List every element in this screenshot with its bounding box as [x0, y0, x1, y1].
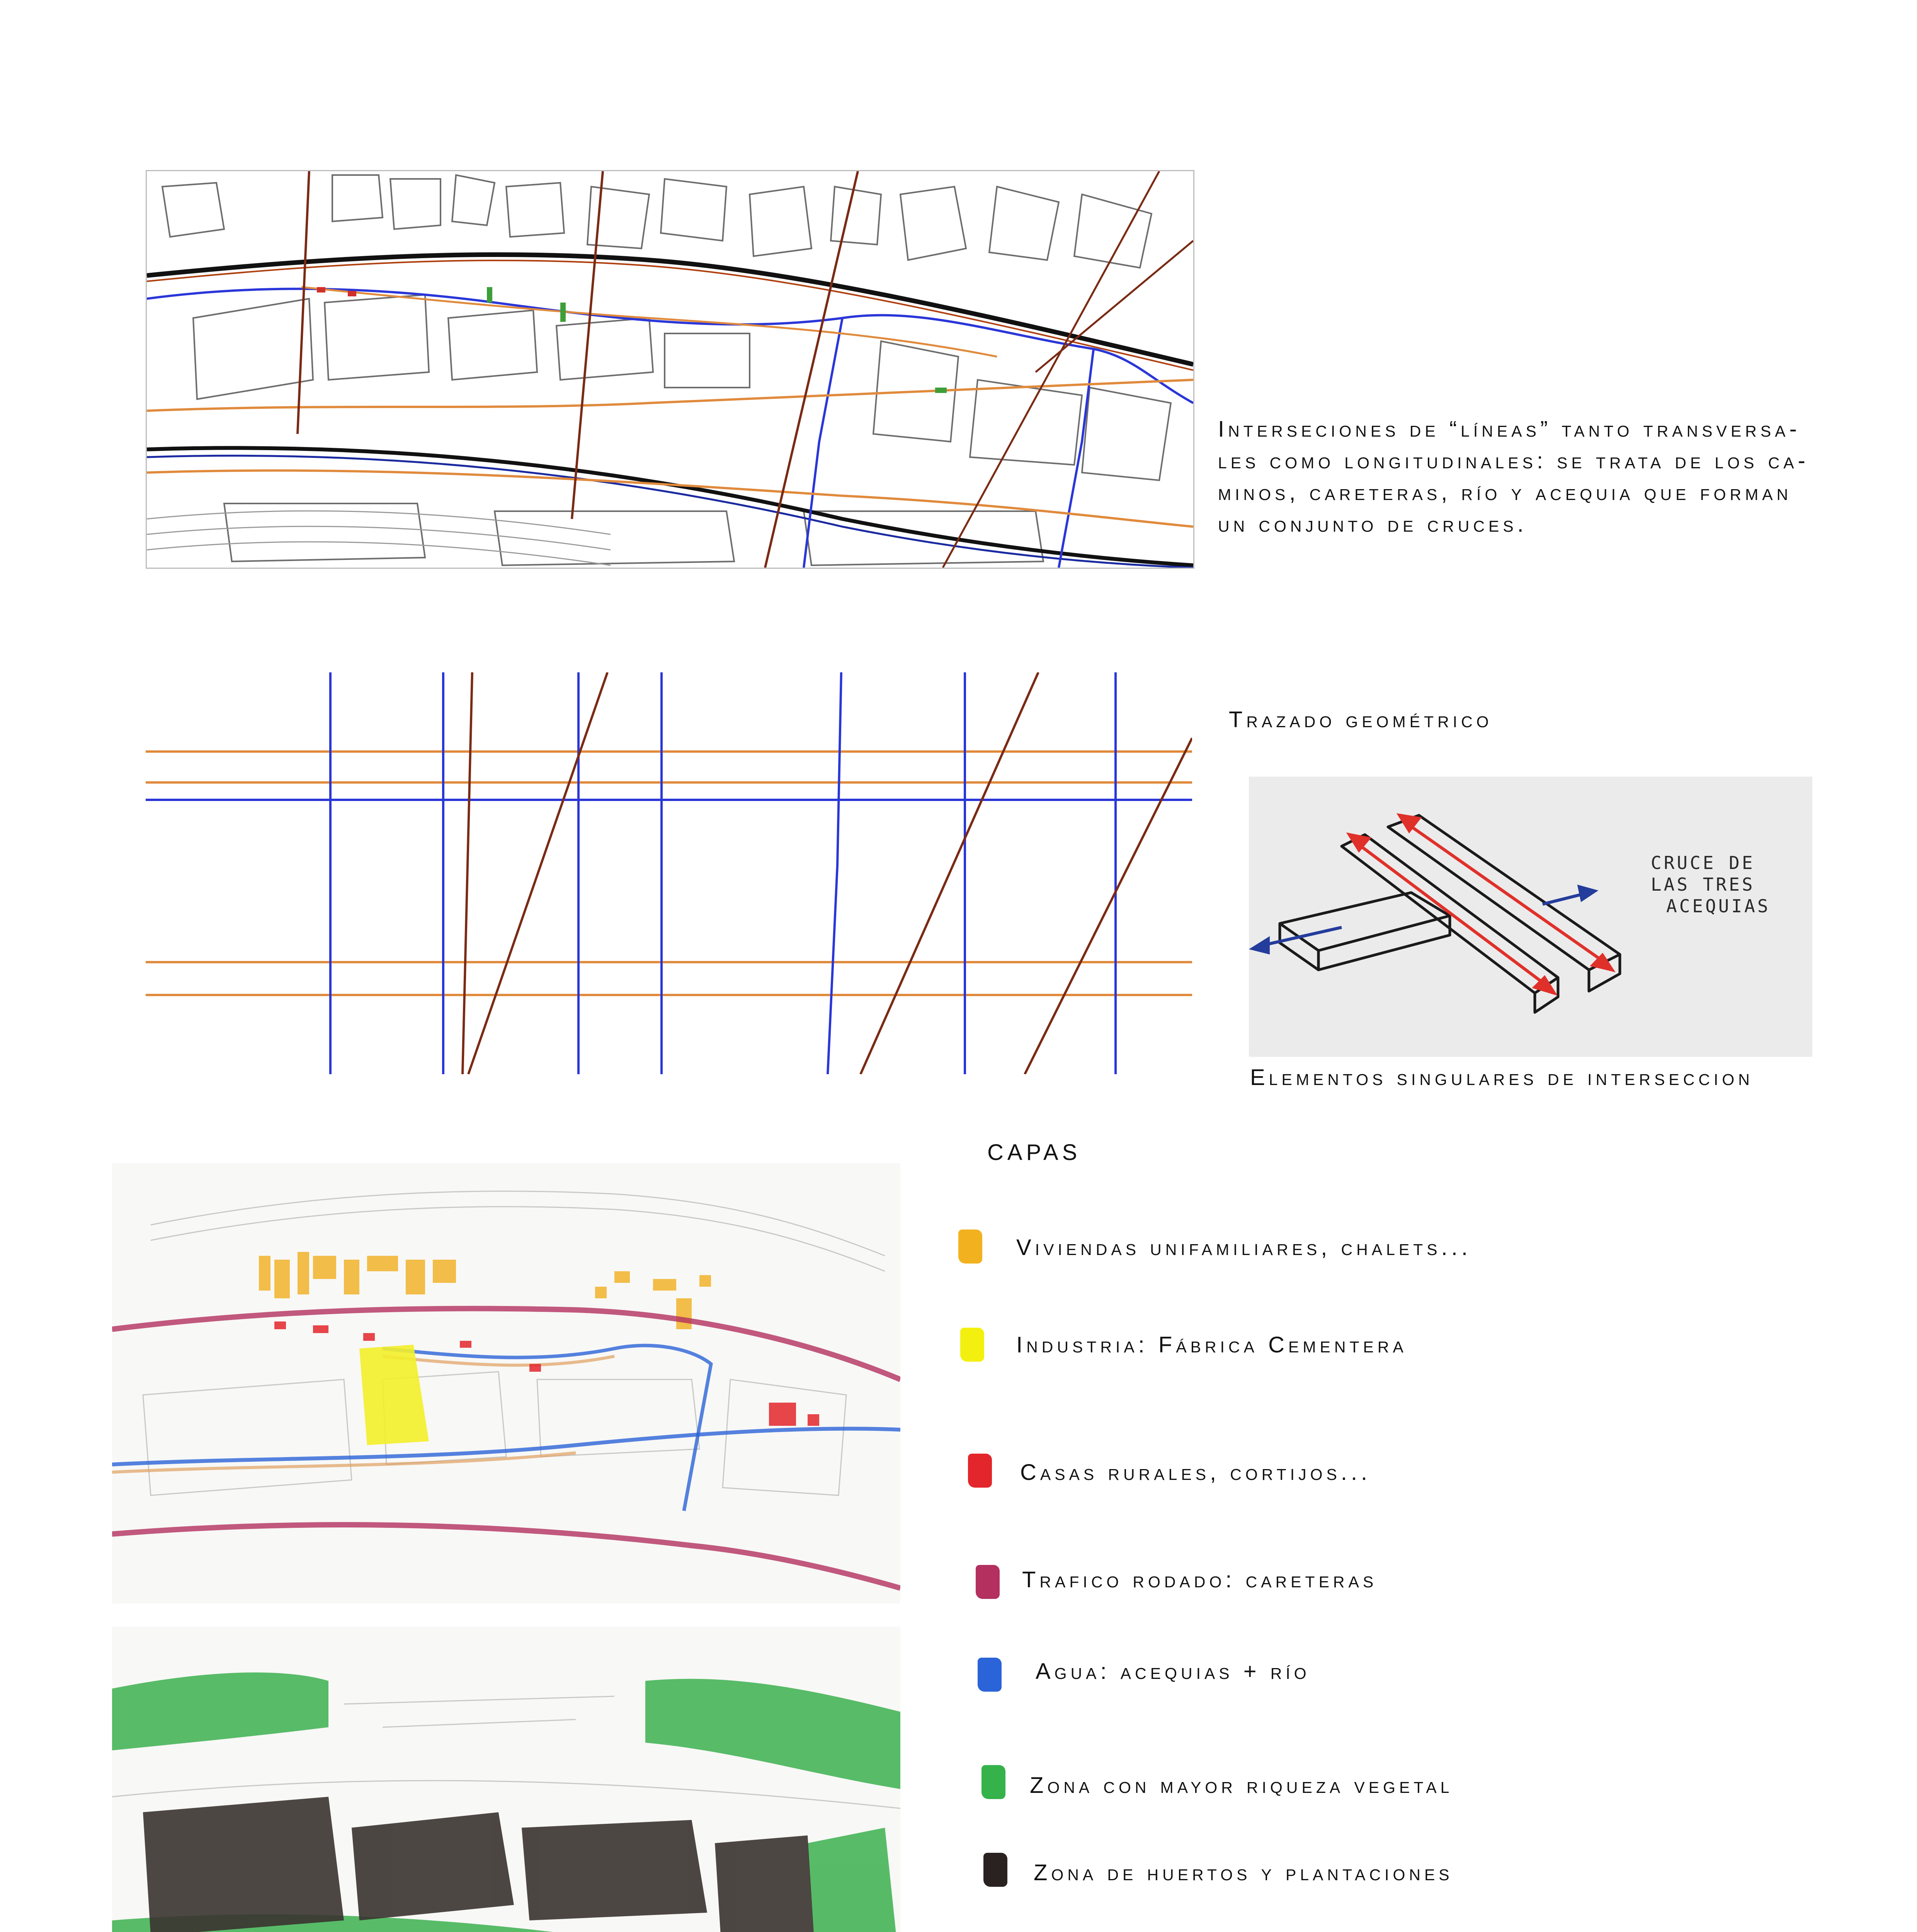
legend-swatch-vegetacion: [981, 1765, 1005, 1799]
legend-label-casas-rurales: Casas rurales, cortijos...: [1020, 1460, 1371, 1485]
legend-label-agua: Agua: acequias + río: [1036, 1659, 1310, 1684]
legend-label-viviendas: Viviendas unifamiliares, chalets...: [1016, 1235, 1471, 1260]
layer-map-vegetation-drawing: [112, 1627, 900, 1932]
layer-map-vegetation: [112, 1627, 900, 1932]
geometric-caption: Trazado geométrico: [1229, 707, 1493, 732]
intersections-map-drawing: [147, 171, 1193, 568]
layer-map-buildings: [112, 1163, 900, 1604]
intersection-sketch: [1249, 777, 1812, 1057]
intro-line-3: minos, careteras, río y acequia que forman: [1218, 480, 1792, 505]
intersections-map: [146, 170, 1194, 569]
legend-swatch-industria: [960, 1328, 984, 1362]
legend-swatch-huertos: [983, 1853, 1007, 1887]
geometric-diagram: [146, 672, 1192, 1074]
legend-swatch-viviendas: [958, 1230, 982, 1264]
layer-map-buildings-drawing: [112, 1163, 900, 1604]
legend-swatch-trafico-rodado: [976, 1565, 1000, 1599]
geometric-lines: [146, 672, 1192, 1074]
handwritten-line-2: LAS TRES: [1651, 874, 1755, 895]
legend-label-industria: Industria: Fábrica Cementera: [1016, 1332, 1407, 1357]
legend-label-trafico-rodado: Trafico rodado: careteras: [1022, 1567, 1378, 1592]
legend-label-vegetacion: Zona con mayor riqueza vegetal: [1030, 1773, 1453, 1798]
layers-title: CAPAS: [987, 1140, 1081, 1165]
handwritten-line-3: ACEQUIAS: [1666, 896, 1771, 917]
legend-swatch-casas-rurales: [968, 1454, 992, 1488]
legend-label-huertos: Zona de huertos y plantaciones: [1034, 1860, 1453, 1885]
intro-text: [1218, 413, 1914, 540]
handwritten-note: [1651, 852, 1771, 917]
handwritten-line-1: CRUCE DE: [1651, 852, 1755, 873]
singular-caption: Elementos singulares de interseccion: [1250, 1065, 1754, 1090]
legend-swatch-agua: [978, 1658, 1002, 1692]
intro-line-2: les como longitudinales: se trata de los ca-: [1218, 448, 1809, 473]
intro-line-1: Interseciones de “líneas” tanto transversa-: [1218, 417, 1801, 442]
intro-line-4: un conjunto de cruces.: [1218, 512, 1527, 537]
